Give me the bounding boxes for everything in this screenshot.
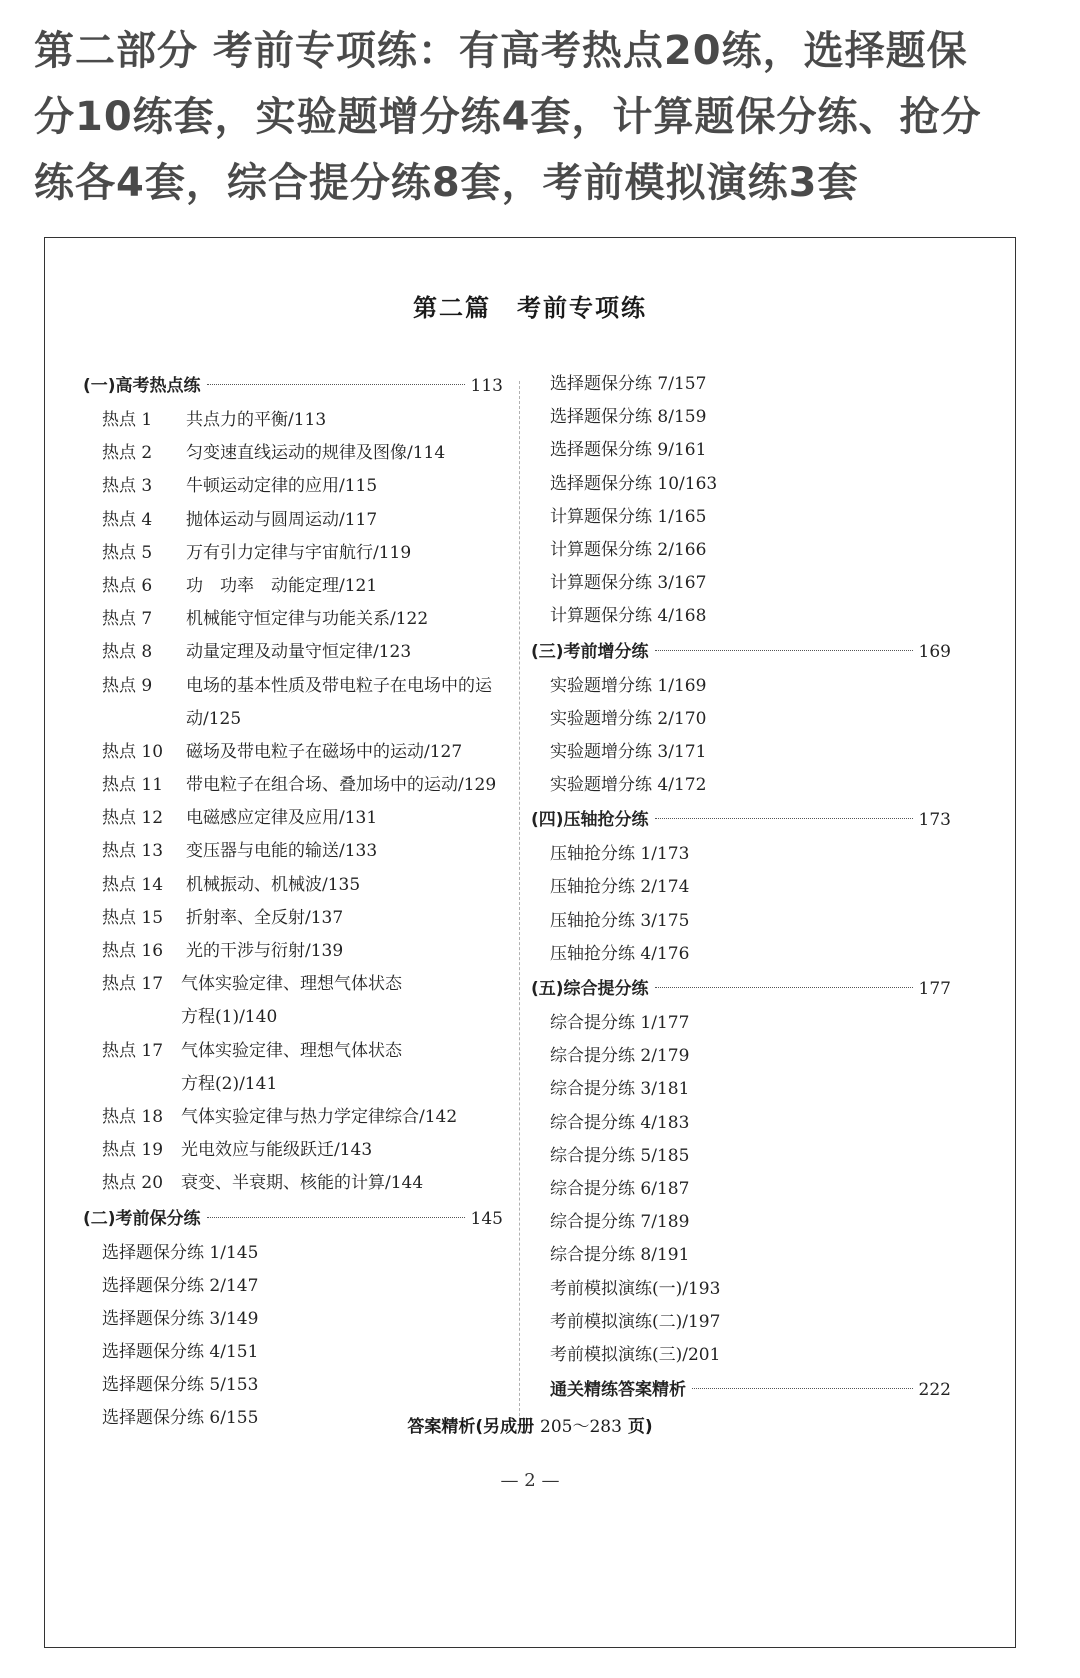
entry-title: 共点力的平衡/113: [186, 410, 327, 430]
entry-title: 匀变速直线运动的规律及图像/114: [186, 443, 446, 464]
toc-entry[interactable]: [83, 1134, 503, 1167]
toc-entry[interactable]: 计算题保分练 1/165: [550, 506, 707, 527]
entry-number: 热点 6: [102, 575, 153, 596]
toc-entry[interactable]: [83, 603, 503, 636]
toc-section[interactable]: [83, 1201, 503, 1237]
toc-entry[interactable]: [83, 769, 503, 802]
toc-section[interactable]: [531, 971, 951, 1007]
entry-title: 气体实验定律与热力学定律综合/142: [181, 1106, 458, 1127]
entry-title: 抛体运动与圆周运动/117: [186, 509, 378, 530]
entry-number: 热点 8: [102, 642, 153, 663]
toc-entry[interactable]: 选择题保分练 10/163: [550, 473, 718, 494]
entry-number: 热点 15: [102, 907, 164, 928]
toc-entry[interactable]: 考前模拟演练(三)/201: [550, 1344, 721, 1365]
toc-entry[interactable]: 压轴抢分练 2/174: [550, 877, 690, 898]
toc-left-column: [83, 368, 503, 1436]
toc-entry[interactable]: 选择题保分练 6/155: [102, 1408, 259, 1429]
toc-entry[interactable]: 选择题保分练 4/151: [102, 1342, 259, 1363]
toc-entry[interactable]: 选择题保分练 3/149: [102, 1308, 259, 1329]
toc-entry[interactable]: [83, 404, 503, 437]
toc-entry[interactable]: 综合提分练 5/185: [550, 1145, 690, 1166]
entry-number: 热点 16: [102, 941, 164, 962]
entry-number: 热点 17: [102, 1040, 164, 1061]
toc-entry[interactable]: 实验题增分练 1/169: [550, 675, 707, 696]
toc-entry[interactable]: [83, 802, 503, 835]
toc-entry[interactable]: [83, 670, 503, 736]
entry-title: 光电效应与能级跃迁/143: [181, 1140, 373, 1161]
leader-dots: [207, 384, 465, 385]
toc-section[interactable]: [83, 368, 503, 404]
toc-entry[interactable]: 综合提分练 1/177: [550, 1013, 690, 1033]
toc-entry[interactable]: 综合提分练 4/183: [550, 1112, 690, 1133]
toc-entry[interactable]: [83, 1167, 503, 1200]
entry-title: 机械振动、机械波/135: [186, 874, 361, 895]
toc-section[interactable]: [531, 1372, 951, 1408]
leader-dots: [655, 987, 913, 988]
banner-line-1: 第二部分 考前专项练：有高考热点20练，选择题保: [34, 28, 968, 74]
entry-title: 气体实验定律、理想气体状态方程(1)/140: [181, 974, 402, 1028]
entry-number: 热点 9: [102, 675, 153, 696]
section-page: 222: [918, 1380, 951, 1401]
toc-entry[interactable]: [83, 570, 503, 603]
toc-entry[interactable]: [83, 1101, 503, 1134]
toc-entry[interactable]: [83, 736, 503, 769]
page-number: — 2 —: [500, 1470, 560, 1491]
toc-entry[interactable]: 考前模拟演练(一)/193: [550, 1278, 721, 1299]
toc-entry[interactable]: 选择题保分练 9/161: [550, 440, 707, 461]
entry-title: 功 功率 动能定理/121: [186, 575, 378, 596]
toc-section[interactable]: [531, 802, 951, 838]
toc-entry[interactable]: 实验题增分练 2/170: [550, 708, 707, 729]
section-label: (二)考前保分练: [83, 1208, 201, 1229]
toc-entry[interactable]: [83, 1035, 503, 1101]
toc-entry[interactable]: 计算题保分练 3/167: [550, 573, 707, 594]
toc-entry[interactable]: [83, 636, 503, 669]
leader-dots: [207, 1217, 465, 1218]
entry-number: 热点 1: [102, 410, 153, 430]
toc-entry[interactable]: [83, 437, 503, 470]
answer-note-prefix: 答案精析(另成册: [407, 1417, 541, 1437]
entry-number: 热点 17: [102, 974, 164, 995]
section-page: 173: [918, 810, 951, 831]
entry-title: 光的干涉与衍射/139: [186, 941, 344, 962]
toc-entry[interactable]: [83, 902, 503, 935]
section-label: (一)高考热点练: [83, 376, 201, 396]
entry-title: 气体实验定律、理想气体状态方程(2)/141: [181, 1040, 402, 1094]
toc-entry[interactable]: [83, 470, 503, 503]
toc-entry[interactable]: 选择题保分练 8/159: [550, 407, 707, 428]
toc-entry[interactable]: 综合提分练 2/179: [550, 1046, 690, 1067]
toc-entry[interactable]: [83, 869, 503, 902]
banner: [34, 18, 1054, 216]
toc-entry[interactable]: 压轴抢分练 1/173: [550, 844, 690, 865]
banner-line-2: 分10练套，实验题增分练4套，计算题保分练、抢分: [34, 94, 982, 140]
page-title: 第二篇 考前专项练: [413, 294, 647, 322]
answer-note-range: 205～283: [540, 1417, 622, 1437]
toc-entry[interactable]: 计算题保分练 2/166: [550, 539, 707, 560]
toc-entry[interactable]: 综合提分练 7/189: [550, 1212, 690, 1233]
entry-title: 衰变、半衰期、核能的计算/144: [181, 1173, 424, 1194]
section-label: 通关精练答案精析: [550, 1380, 686, 1401]
toc-entry[interactable]: 选择题保分练 2/147: [102, 1275, 259, 1296]
entry-title: 电磁感应定律及应用/131: [186, 808, 378, 829]
entry-number: 热点 18: [102, 1106, 164, 1127]
section-label: (四)压轴抢分练: [531, 810, 649, 831]
leader-dots: [655, 650, 913, 651]
toc-entry[interactable]: [83, 935, 503, 968]
toc-entry[interactable]: 实验题增分练 4/172: [550, 775, 707, 796]
entry-number: 热点 5: [102, 542, 153, 563]
toc-section[interactable]: [531, 634, 951, 670]
toc-entry[interactable]: 实验题增分练 3/171: [550, 741, 707, 762]
toc-entry[interactable]: [83, 968, 503, 1034]
entry-number: 热点 7: [102, 609, 153, 630]
section-page: 169: [918, 641, 951, 662]
answer-note: [45, 1412, 1015, 1437]
entry-title: 带电粒子在组合场、叠加场中的运动/129: [186, 775, 497, 796]
entry-number: 热点 2: [102, 443, 153, 464]
entry-title: 折射率、全反射/137: [186, 907, 344, 928]
leader-dots: [692, 1388, 913, 1389]
toc-page: [44, 237, 1016, 1648]
toc-entry[interactable]: [83, 835, 503, 868]
entry-number: 热点 20: [102, 1173, 164, 1194]
entry-title: 动量定理及动量守恒定律/123: [186, 642, 412, 663]
toc-entry[interactable]: 综合提分练 3/181: [550, 1079, 690, 1100]
entry-title: 机械能守恒定律与功能关系/122: [186, 609, 429, 630]
entry-number: 热点 19: [102, 1140, 164, 1161]
entry-number: 热点 12: [102, 808, 164, 829]
toc-entry[interactable]: 综合提分练 8/191: [550, 1245, 690, 1266]
section-label: (五)综合提分练: [531, 979, 649, 999]
answer-note-suffix: 页): [621, 1417, 653, 1437]
entry-title: 变压器与电能的输送/133: [186, 841, 378, 862]
column-divider: [519, 381, 520, 1431]
section-page: 145: [470, 1208, 503, 1229]
banner-line-3: 练各4套，综合提分练8套，考前模拟演练3套: [34, 160, 859, 206]
entry-number: 热点 11: [102, 775, 164, 796]
toc-entry[interactable]: 综合提分练 6/187: [550, 1178, 690, 1199]
entry-number: 热点 3: [102, 476, 153, 497]
entry-number: 热点 14: [102, 874, 164, 895]
toc-right-column: [531, 368, 951, 1408]
entry-title: 电场的基本性质及带电粒子在电场中的运动/125: [186, 675, 492, 729]
toc-entry[interactable]: 压轴抢分练 4/176: [550, 943, 690, 964]
entry-number: 热点 13: [102, 841, 164, 862]
entry-title: 磁场及带电粒子在磁场中的运动/127: [186, 741, 463, 762]
toc-entry[interactable]: 选择题保分练 5/153: [102, 1375, 259, 1396]
section-page: 113: [470, 376, 503, 396]
entry-number: 热点 10: [102, 741, 164, 762]
section-page: 177: [918, 979, 951, 999]
toc-entry[interactable]: 计算题保分练 4/168: [550, 606, 707, 627]
toc-entry[interactable]: [83, 537, 503, 570]
entry-number: 热点 4: [102, 509, 153, 530]
toc-entry[interactable]: 选择题保分练 1/145: [102, 1242, 259, 1263]
entry-title: 牛顿运动定律的应用/115: [186, 476, 378, 497]
leader-dots: [655, 818, 913, 819]
entry-title: 万有引力定律与宇宙航行/119: [186, 542, 412, 563]
toc-entry[interactable]: 选择题保分练 7/157: [550, 374, 707, 394]
toc-entry[interactable]: 压轴抢分练 3/175: [550, 910, 690, 931]
section-label: (三)考前增分练: [531, 641, 649, 662]
toc-entry[interactable]: 考前模拟演练(二)/197: [550, 1311, 721, 1332]
toc-entry[interactable]: [83, 504, 503, 537]
